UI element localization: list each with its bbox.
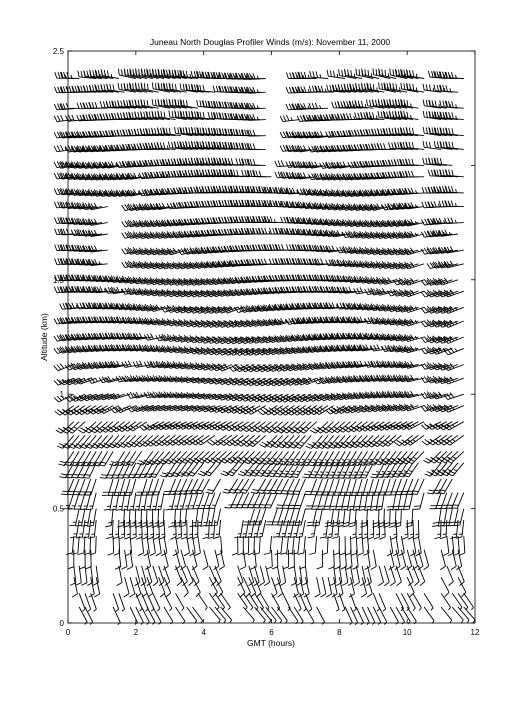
- y-tick-label: 0.5: [52, 504, 64, 514]
- x-tick-label: 12: [470, 628, 480, 637]
- x-tick-label: 6: [269, 628, 274, 637]
- y-axis-label: Altitude (km): [39, 313, 49, 361]
- y-tick-label: 1: [59, 390, 64, 400]
- chart-title: Juneau North Douglas Profiler Winds (m/s): November 11, 2000: [149, 37, 391, 47]
- y-tick-label: 0: [59, 619, 64, 628]
- x-tick-label: 0: [65, 628, 71, 637]
- x-tick-label: 2: [133, 628, 139, 637]
- x-tick-label: 8: [337, 628, 342, 637]
- x-tick-label: 4: [201, 628, 206, 637]
- y-tick-label: 2.5: [52, 47, 64, 56]
- y-tick-label: 2: [59, 161, 64, 171]
- x-tick-label: 10: [402, 628, 412, 637]
- x-axis-label: GMT (hours): [246, 638, 296, 648]
- y-tick-label: 1.5: [52, 275, 64, 285]
